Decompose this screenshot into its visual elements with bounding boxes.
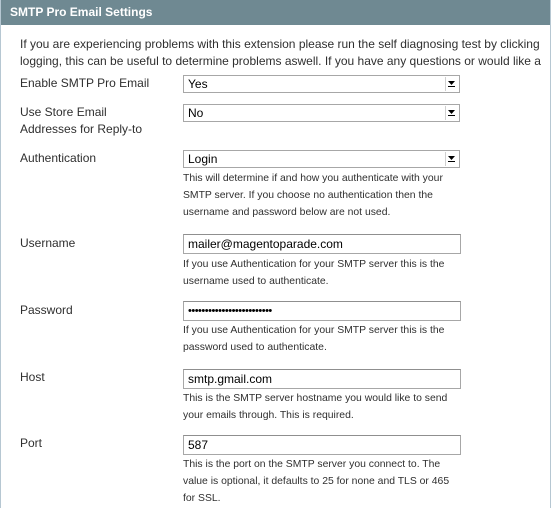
- authentication-note-line-1: This will determine if and how you authenticate with your: [183, 173, 443, 184]
- password-note-line-1: If you use Authentication for your SMTP server this is the: [183, 325, 445, 336]
- host-input-value: smtp.gmail.com: [188, 372, 273, 386]
- reply-to-select[interactable]: [183, 104, 460, 122]
- authentication-label: Authentication: [20, 151, 97, 165]
- port-label: Port: [20, 436, 43, 450]
- section-title: SMTP Pro Email Settings: [10, 5, 153, 19]
- enable-select[interactable]: [183, 75, 460, 93]
- username-input-value: mailer@magentoparade.com: [188, 237, 343, 251]
- host-input[interactable]: [183, 369, 461, 389]
- username-input[interactable]: [183, 234, 461, 254]
- chevron-down-icon[interactable]: [445, 106, 458, 120]
- authentication-note-line-2: SMTP server. If you choose no authentication then the: [183, 190, 433, 201]
- password-label: Password: [20, 303, 73, 317]
- section-header[interactable]: [1, 0, 551, 25]
- enable-select-value: Yes: [188, 77, 208, 91]
- port-note-line-2: value is optional, it defaults to 25 for none and TLS or 465: [183, 476, 450, 487]
- port-input-value: 587: [188, 438, 209, 452]
- authentication-select-value: Login: [188, 152, 218, 166]
- password-input[interactable]: [183, 301, 461, 321]
- chevron-down-icon[interactable]: [445, 152, 458, 166]
- port-note: [183, 456, 483, 507]
- port-note-line-1: This is the port on the SMTP server you connect to. The: [183, 459, 441, 470]
- enable-label: Enable SMTP Pro Email: [20, 76, 150, 90]
- host-note-line-1: This is the SMTP server hostname you would like to send: [183, 393, 448, 404]
- password-note: [183, 322, 483, 356]
- reply-to-select-value: No: [188, 106, 204, 120]
- intro-text: [20, 36, 551, 70]
- username-label: Username: [20, 236, 76, 250]
- password-input-value: •••••••••••••••••••••••••: [188, 305, 272, 317]
- intro-line-2: logging, this can be useful to determine problems aswell. If you have any questions or would like a: [20, 54, 541, 68]
- chevron-down-icon[interactable]: [445, 77, 458, 91]
- intro-line-1: If you are experiencing problems with this extension please run the self diagnosing test by clicking: [20, 37, 540, 51]
- password-note-line-2: password used to authenticate.: [183, 342, 327, 353]
- authentication-select[interactable]: [183, 150, 460, 168]
- host-note: [183, 390, 483, 424]
- port-note-line-3: for SSL.: [183, 493, 221, 504]
- host-label: Host: [20, 370, 45, 384]
- username-note: [183, 256, 483, 290]
- username-note-line-1: If you use Authentication for your SMTP server this is the: [183, 259, 445, 270]
- reply-to-label-line-2: Addresses for Reply-to: [20, 122, 143, 136]
- host-note-line-2: your emails through. This is required.: [183, 410, 354, 421]
- reply-to-label-line-1: Use Store Email: [20, 105, 107, 119]
- port-input[interactable]: [183, 435, 461, 455]
- authentication-note-line-3: username and password below are not used.: [183, 207, 391, 218]
- reply-to-label: [20, 104, 142, 138]
- username-note-line-2: username used to authenticate.: [183, 276, 329, 287]
- authentication-note: [183, 170, 483, 221]
